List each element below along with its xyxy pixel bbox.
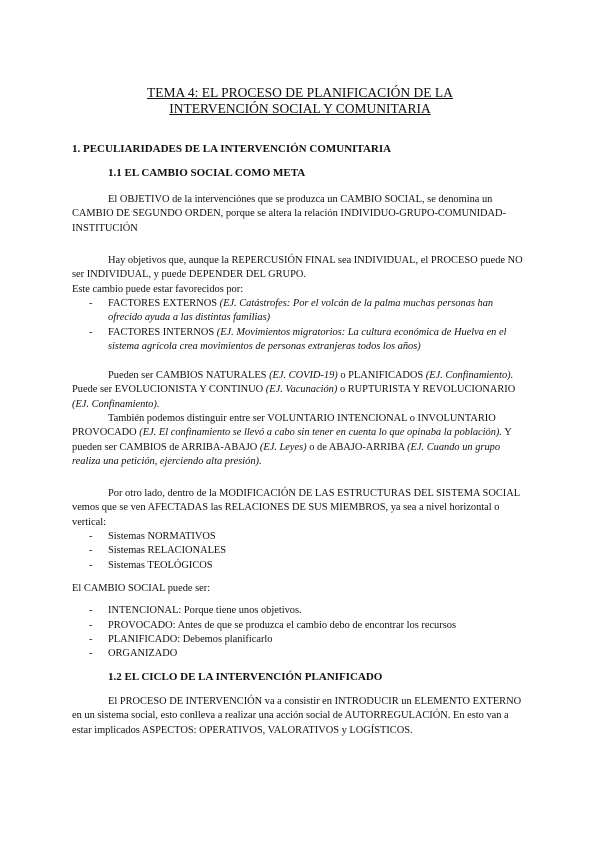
title-line-2: INTERVENCIÓN SOCIAL Y COMUNITARIA: [169, 101, 431, 117]
paragraph-tipos-cambio: [72, 369, 528, 470]
subsection-heading-1-2: 1.2 EL CICLO DE LA INTERVENCIÓN PLANIFICADO: [108, 671, 383, 683]
paragraph-tipos-cambio-text: Pueden ser CAMBIOS NATURALES (EJ. COVID-19) o PLANIFICADOS (EJ. Confinamiento). Puede ser EVOLUCIONISTA Y CONTINUO (EJ. Vacunación) o RUPTURISTA Y REVOLUCIONARIO (EJ. Confinamiento).: [72, 370, 516, 410]
factor-label: FACTORES EXTERNOS: [108, 298, 218, 310]
paragraph-objetivos-text: Hay objetivos que, aunque la REPERCUSIÓN FINAL sea INDIVIDUAL, el PROCESO puede NO ser INDIVIDUAL, y puede DEPENDER DEL GRUPO.: [72, 255, 523, 281]
paragraph-estructuras: [72, 487, 528, 573]
title-line-1: TEMA 4: EL PROCESO DE PLANIFICACIÓN DE LA: [147, 85, 453, 101]
list-item: - ORGANIZADO: [72, 647, 528, 661]
paragraph-objetivo: [72, 193, 528, 236]
paragraph-cambio-social-text: El CAMBIO SOCIAL puede ser:: [72, 583, 211, 594]
list-item: [72, 297, 528, 326]
paragraph-voluntario-text: También podemos distinguir entre ser VOLUNTARIO INTENCIONAL o INVOLUNTARIO PROVOCADO (EJ. El confinamiento se llevó a cabo sin tener en cuenta lo que opinaba la población). Y pueden ser CAMBIOS de ARRIBA-ABAJO (EJ. Leyes) o de ABAJO-ARRIBA (EJ. Cuando un grupo realiza una petición, ejerciendo alta presión).: [72, 413, 512, 468]
paragraph-cambio-social: [72, 582, 528, 662]
list-item: - Sistemas RELACIONALES: [72, 544, 528, 558]
paragraph-proceso-text: El PROCESO DE INTERVENCIÓN va a consistir en INTRODUCIR un ELEMENTO EXTERNO en un sistema social, esto conlleva a realizar una acción social de AUTORREGULACIÓN. En esto van a estar implicados ASPECTOS: OPERATIVOS, VALORATIVOS y LOGÍSTICOS.: [72, 696, 522, 736]
paragraph-favorecidos-text: Este cambio puede estar favorecidos por:: [72, 283, 244, 295]
page-title: [72, 85, 528, 117]
section-heading: 1. PECULIARIDADES DE LA INTERVENCIÓN COMUNITARIA: [72, 143, 392, 155]
factor-example: (EJ. Catástrofes: Por el volcán de la palma muchas personas han ofrecido ayuda a las distintas familias): [108, 298, 494, 324]
paragraph-estructuras-text: Por otro lado, dentro de la MODIFICACIÓN DE LAS ESTRUCTURAS DEL SISTEMA SOCIAL vemos que se ven AFECTADAS las RELACIONES DE SUS MIEMBROS, ya sea a nivel horizontal o vertical:: [72, 488, 520, 528]
list-item: [72, 326, 528, 355]
paragraph-objetivo-text: El OBJETIVO de la intervenciónes que se produzca un CAMBIO SOCIAL, se denomina un CAMBIO DE SEGUNDO ORDEN, porque se altera la relación INDIVIDUO-GRUPO-COMUNIDAD-INSTITUCIÓN: [72, 194, 507, 234]
factor-label: FACTORES INTERNOS: [108, 326, 215, 338]
list-item: - Sistemas NORMATIVOS: [72, 530, 528, 544]
factors-list: [72, 297, 528, 354]
factor-example: (EJ. Movimientos migratorios: La cultura económica de Huelva en el sistema agrícola crea movimientos de personas extranjeras todos los años): [108, 326, 507, 353]
list-item: - INTENCIONAL: Porque tiene unos objetivos.: [72, 604, 528, 618]
list-item: - PROVOCADO: Antes de que se produzca el cambio debo de encontrar los recursos: [72, 619, 528, 633]
types-list: [72, 604, 528, 661]
list-item: - Sistemas TEOLÓGICOS: [72, 559, 528, 573]
systems-list: [72, 530, 528, 573]
paragraph-proceso: [72, 695, 528, 738]
paragraph-objetivos: [72, 254, 528, 355]
subsection-heading-1-1: 1.1 EL CAMBIO SOCIAL COMO META: [108, 167, 306, 179]
list-item: - PLANIFICADO: Debemos planificarlo: [72, 633, 528, 647]
